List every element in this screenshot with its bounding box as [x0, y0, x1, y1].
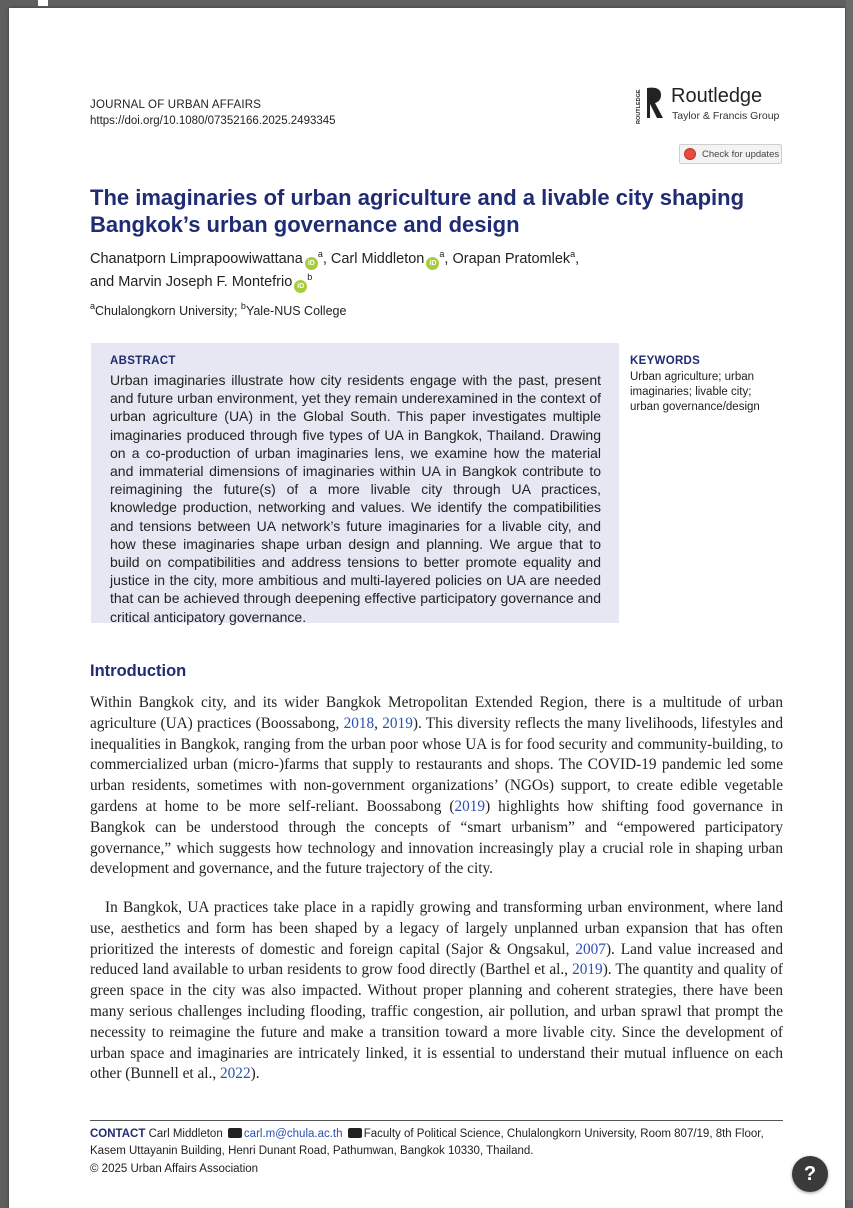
routledge-logo: [635, 82, 785, 126]
author-name: Orapan Pratomlek: [452, 251, 571, 267]
publisher-subtitle: Taylor & Francis Group: [672, 110, 780, 122]
affil-mark: b: [240, 301, 246, 311]
citation-link[interactable]: 2019: [454, 797, 486, 815]
citation-link[interactable]: 2022: [220, 1065, 251, 1083]
contact-address: Faculty of Political Science, Chulalongkorn University, Room 807/19, 8th Floor, Kasem Uttayanin Building, Henri Dunant Road, Pathumwan, Bangkok 10330, Thailand.: [90, 1128, 764, 1157]
scrollbar[interactable]: [846, 0, 853, 1200]
journal-header: [90, 97, 336, 129]
author-name: and Marvin Joseph F. Montefrio: [90, 274, 293, 290]
affil-mark: a: [570, 249, 576, 259]
footer-divider: [90, 1120, 783, 1121]
introduction-heading: Introduction: [90, 662, 187, 680]
contact-email[interactable]: carl.m@chula.ac.th: [243, 1128, 343, 1140]
svg-text:ROUTLEDGE: ROUTLEDGE: [636, 89, 642, 124]
copyright: © 2025 Urban Affairs Association: [90, 1163, 259, 1175]
affiliations: [90, 301, 347, 318]
page-marker: [38, 0, 48, 6]
article-title: The imaginaries of urban agriculture and a livable city shaping Bangkok’s urban governance and design: [90, 185, 745, 237]
affiliation-b: Yale-NUS College: [245, 304, 347, 318]
author-name: Chanatporn Limprapoowiwattana: [90, 251, 303, 267]
intro-paragraph-1: Within Bangkok city, and its wider Bangkok Metropolitan Extended Region, there is a multitude of urban agriculture (UA) practices (Boossabong, 2018, 2019). This diversity reflects the many livelihoods, lifestyles and inequalities in Bangkok, ranging from the urban poor whose UA is for food security and community-building, to commercialized urban (micro-)farms that supply to restaurants and shops. The COVID-19 pandemic led some urban residents, sometimes with non-government organizations’ (NGOs) support, to create edible vegetable gardens at home to be more self-reliant. Boossabong (2019) highlights how shifting food governance in Bangkok can be understood through the concepts of “smart urbanism” and “empowered participatory governance,” which suggests how technology and innovation increasingly play a crucial role in shaping urban development and governance, and the future trajectory of the city.: [90, 694, 783, 878]
journal-name: JOURNAL OF URBAN AFFAIRS: [90, 99, 262, 111]
orcid-icon[interactable]: iD: [294, 280, 307, 293]
viewer-top-bar: [0, 0, 853, 8]
citation-link[interactable]: 2019: [382, 714, 413, 732]
abstract-heading: ABSTRACT: [110, 355, 176, 367]
abstract-text: Urban imaginaries illustrate how city residents engage with the past, present and future urban environment, yet they remain underexamined in the context of urban agriculture (UA) in the Global South. This paper investigates multiple imaginaries produced through five types of UA in Bangkok, Thailand. Drawing on a co-production of urban imaginaries lens, we examine how the material and immaterial dimensions of imaginaries within UA in Bangkok contribute to reimagining the future(s) of a more livable city through UA practices, knowledge production, networking and values. We identify the compatibilities and tensions between UA network’s future imaginaries for a livable city, and how these imaginaries shape urban design and planning. We argue that to build on compatibilities and address tensions to better promote equality and justice in the city, more ambitious and multi-layered policies on UA are needed that can be achieved through deepening effective participatory governance and critical anticipatory governance.: [110, 372, 601, 625]
affiliation-a: Chulalongkorn University;: [95, 304, 241, 318]
address-icon: [348, 1128, 362, 1138]
check-for-updates-button[interactable]: [679, 144, 782, 164]
affil-mark: a: [439, 249, 445, 259]
contact-footnote: [90, 1126, 785, 1160]
contact-name: Carl Middleton: [145, 1128, 226, 1140]
affil-mark: b: [307, 272, 313, 282]
affil-mark: a: [90, 301, 96, 311]
contact-label: CONTACT: [90, 1128, 146, 1140]
check-updates-label: Check for updates: [702, 149, 780, 160]
citation-link[interactable]: 2018: [343, 714, 375, 732]
citation-link[interactable]: 2019: [572, 961, 603, 979]
help-button[interactable]: ?: [792, 1156, 828, 1192]
check-updates-icon: [684, 148, 696, 160]
keywords-text: Urban agriculture; urban imaginaries; livable city; urban governance/design: [630, 371, 760, 414]
citation-link[interactable]: 2007: [575, 940, 606, 958]
author-sep: ,: [322, 251, 331, 267]
author-name: Carl Middleton: [330, 251, 425, 267]
publisher-name: Routledge: [671, 85, 763, 107]
orcid-icon[interactable]: iD: [305, 257, 318, 270]
routledge-r-icon: [635, 82, 665, 126]
keywords-heading: KEYWORDS: [630, 355, 701, 367]
author-sep: ,: [444, 251, 453, 267]
author-list: [90, 248, 780, 294]
email-icon: [228, 1128, 242, 1138]
author-sep: ,: [575, 251, 580, 267]
journal-doi[interactable]: https://doi.org/10.1080/07352166.2025.2493345: [90, 115, 336, 127]
affil-mark: a: [317, 249, 323, 259]
orcid-icon[interactable]: iD: [426, 257, 439, 270]
intro-paragraph-2: In Bangkok, UA practices take place in a rapidly growing and transforming urban environment, where land use, aesthetics and form has been shaped by a legacy of largely unplanned urban expansion that has often prioritized the interests of domestic and foreign capital (Sajor & Ongsakul, 2007). Land value increased and reduced land available to urban residents to grow food directly (Barthel et al., 2019). The quantity and quality of green space in the city was also impacted. Without proper planning and coherent strategies, there have been many serious challenges including flooding, traffic congestion, air pollution, and urban sprawl that prompt the necessity to reimagine the future and make a transition toward a more livable city. Since the development of urban space and imaginaries are intricately linked, it is essential to understand their mutual influence on each other (Bunnell et al., 2022).: [90, 899, 783, 1083]
